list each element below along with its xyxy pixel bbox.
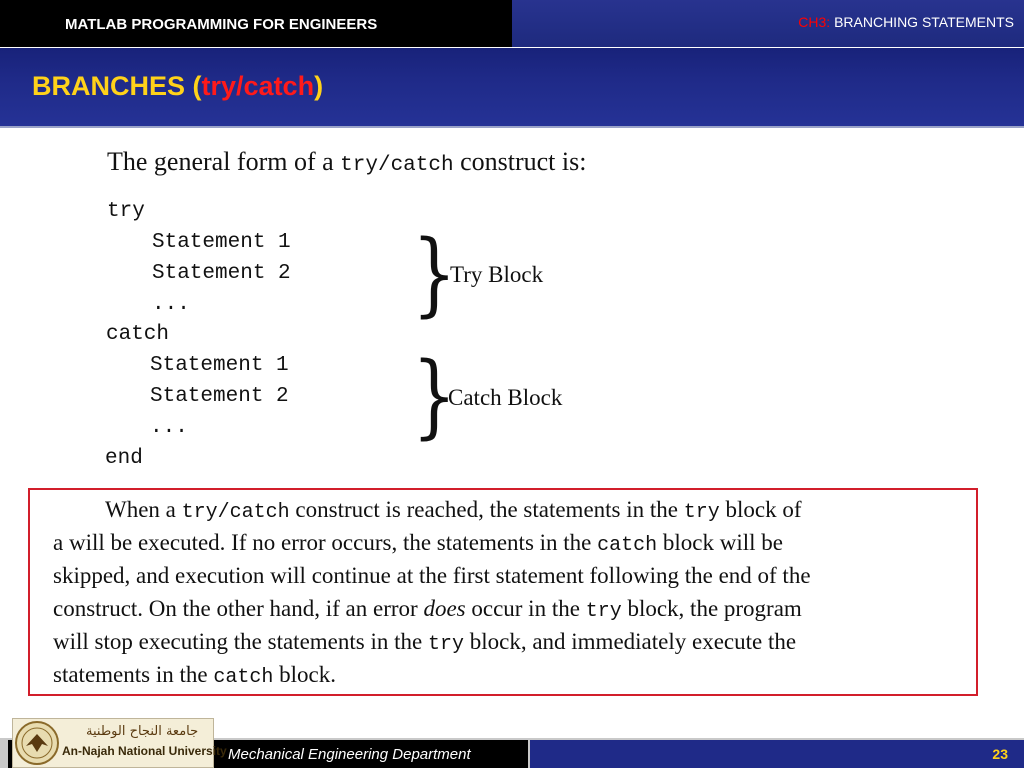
chapter-name: BRANCHING STATEMENTS: [834, 14, 1014, 30]
intro-text: [107, 147, 586, 177]
code-try-statement-2: Statement 2: [152, 262, 291, 285]
explanation-line-2: [53, 530, 783, 557]
expl-l1d: try: [683, 501, 720, 524]
page-number: 23: [992, 746, 1008, 762]
title-divider: [0, 126, 1024, 128]
expl-l5c: block, and immediately execute the: [469, 629, 797, 654]
catch-block-brace: }: [412, 342, 457, 449]
title-main: BRANCHES (: [32, 71, 202, 101]
slide-title: [32, 71, 323, 102]
code-catch-statement-2: Statement 2: [150, 385, 289, 408]
explanation-line-5: [53, 629, 796, 656]
department-name: Mechanical Engineering Department: [228, 746, 471, 763]
intro-after: construct is:: [460, 147, 587, 176]
intro-code: try/catch: [340, 154, 454, 177]
expl-l4e: block, the program: [627, 596, 802, 621]
expl-l1c: construct is reached, the statements in the: [295, 497, 678, 522]
chapter-title: [798, 14, 1014, 30]
explanation-line-3: skipped, and execution will continue at the first statement following the end of the: [53, 563, 811, 588]
code-catch: catch: [106, 323, 170, 346]
code-catch-statement-1: Statement 1: [150, 354, 289, 377]
expl-l6c: block.: [279, 662, 336, 687]
expl-l1b: try/catch: [181, 501, 290, 524]
expl-l2c: block will be: [662, 530, 783, 555]
expl-l4a: construct. On the other hand, if an error: [53, 596, 418, 621]
expl-l6b: catch: [213, 666, 274, 689]
expl-l2b: catch: [597, 534, 658, 557]
code-try-statement-1: Statement 1: [152, 231, 291, 254]
university-name-english: An-Najah National University: [62, 744, 227, 758]
expl-l4d: try: [585, 600, 622, 623]
expl-l4c: occur in the: [471, 596, 580, 621]
code-try: try: [107, 200, 145, 223]
intro-before: The general form of a: [107, 147, 334, 176]
expl-l1e: block of: [725, 497, 802, 522]
course-title: MATLAB PROGRAMMING FOR ENGINEERS: [65, 16, 378, 33]
expl-l2a: a will be executed. If no error occurs, the statements in the: [53, 530, 592, 555]
try-block-label: Try Block: [450, 262, 544, 287]
title-close: ): [314, 71, 324, 101]
university-emblem-icon: [14, 720, 60, 766]
try-block-brace: }: [412, 220, 457, 327]
expl-l5a: will stop executing the statements in the: [53, 629, 423, 654]
chapter-prefix: CH3:: [798, 14, 831, 30]
explanation-line-1: [105, 497, 802, 524]
university-name-arabic: جامعة النجاح الوطنية: [86, 724, 199, 739]
title-code: try/catch: [201, 71, 315, 101]
code-catch-dots: ...: [150, 416, 188, 439]
footer-right-band: [530, 740, 1024, 768]
code-try-dots: ...: [152, 293, 190, 316]
expl-l4b: does: [423, 596, 466, 621]
code-end: end: [105, 447, 143, 470]
expl-l1a: When a: [105, 497, 176, 522]
explanation-line-4: [53, 596, 802, 623]
expl-l5b: try: [427, 633, 464, 656]
catch-block-label: Catch Block: [448, 385, 563, 410]
expl-l6a: statements in the: [53, 662, 208, 687]
explanation-line-6: [53, 662, 336, 689]
